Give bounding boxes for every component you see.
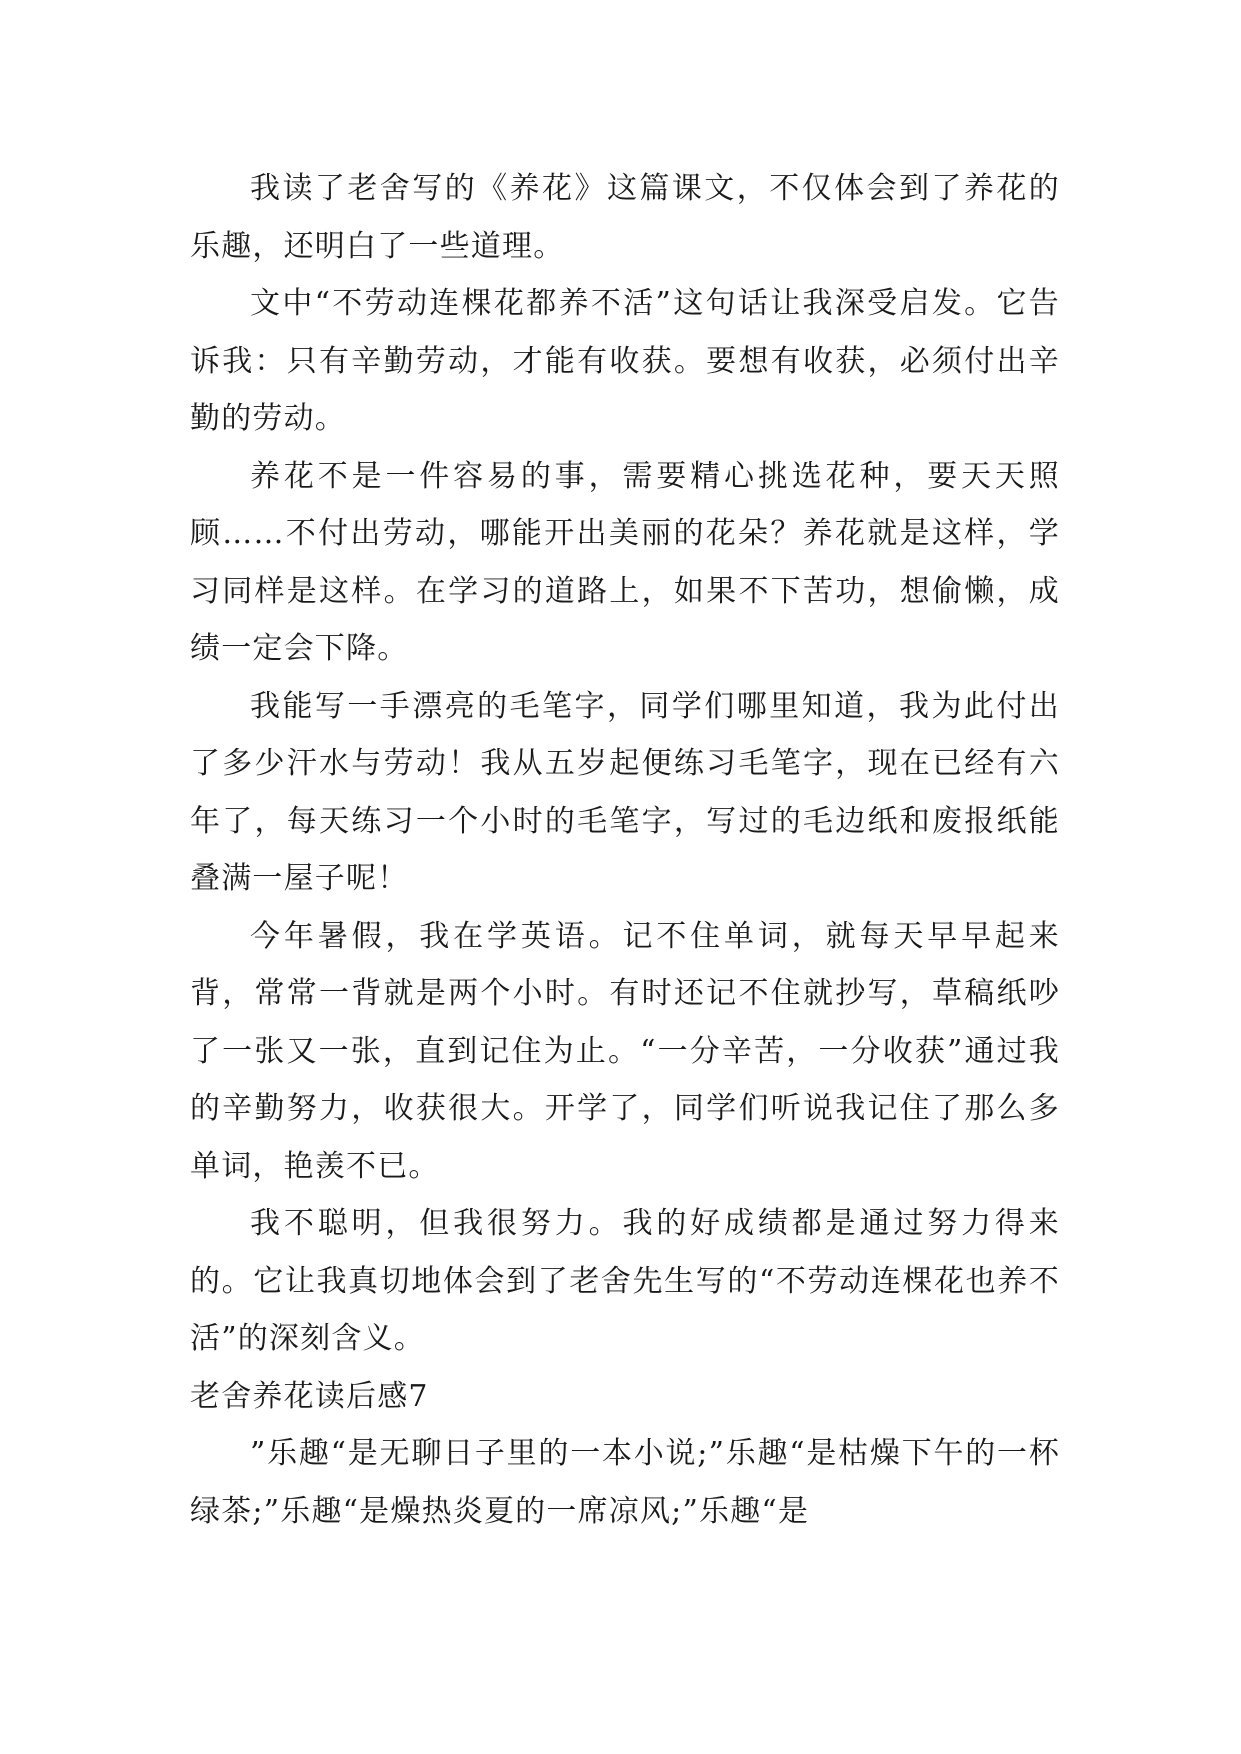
paragraph-1: 我读了老舍写的《养花》这篇课文，不仅体会到了养花的乐趣，还明白了一些道理。	[190, 171, 1060, 264]
section-heading: 老舍养花读后感7	[190, 1378, 429, 1414]
document-body	[190, 160, 1060, 1540]
paragraph-3: 养花不是一件容易的事，需要精心挑选花种，要天天照顾……不付出劳动，哪能开出美丽的花朵？养花就是这样，学习同样是这样。在学习的道路上，如果不下苦功，想偷懒，成绩一定会下降。	[190, 458, 1060, 666]
paragraph-2: 文中“不劳动连棵花都养不活”这句话让我深受启发。它告诉我：只有辛勤劳动，才能有收获。要想有收获，必须付出辛勤的劳动。	[190, 286, 1060, 436]
paragraph-6: 我不聪明，但我很努力。我的好成绩都是通过努力得来的。它让我真切地体会到了老舍先生写的“不劳动连棵花也养不活”的深刻含义。	[190, 1206, 1060, 1356]
paragraph-5: 今年暑假，我在学英语。记不住单词，就每天早早起来背，常常一背就是两个小时。有时还记不住就抄写，草稿纸吵了一张又一张，直到记住为止。“一分辛苦，一分收获”通过我的辛勤努力，收获很大。开学了，同学们听说我记住了那么多单词，艳羡不已。	[190, 918, 1060, 1184]
paragraph-4: 我能写一手漂亮的毛笔字，同学们哪里知道，我为此付出了多少汗水与劳动！我从五岁起便练习毛笔字，现在已经有六年了，每天练习一个小时的毛笔字，写过的毛边纸和废报纸能叠满一屋子呢！	[190, 688, 1060, 896]
paragraph-7: ”乐趣“是无聊日子里的一本小说;”乐趣“是枯燥下午的一杯绿茶;”乐趣“是燥热炎夏的一席凉风;”乐趣“是	[190, 1436, 1060, 1529]
